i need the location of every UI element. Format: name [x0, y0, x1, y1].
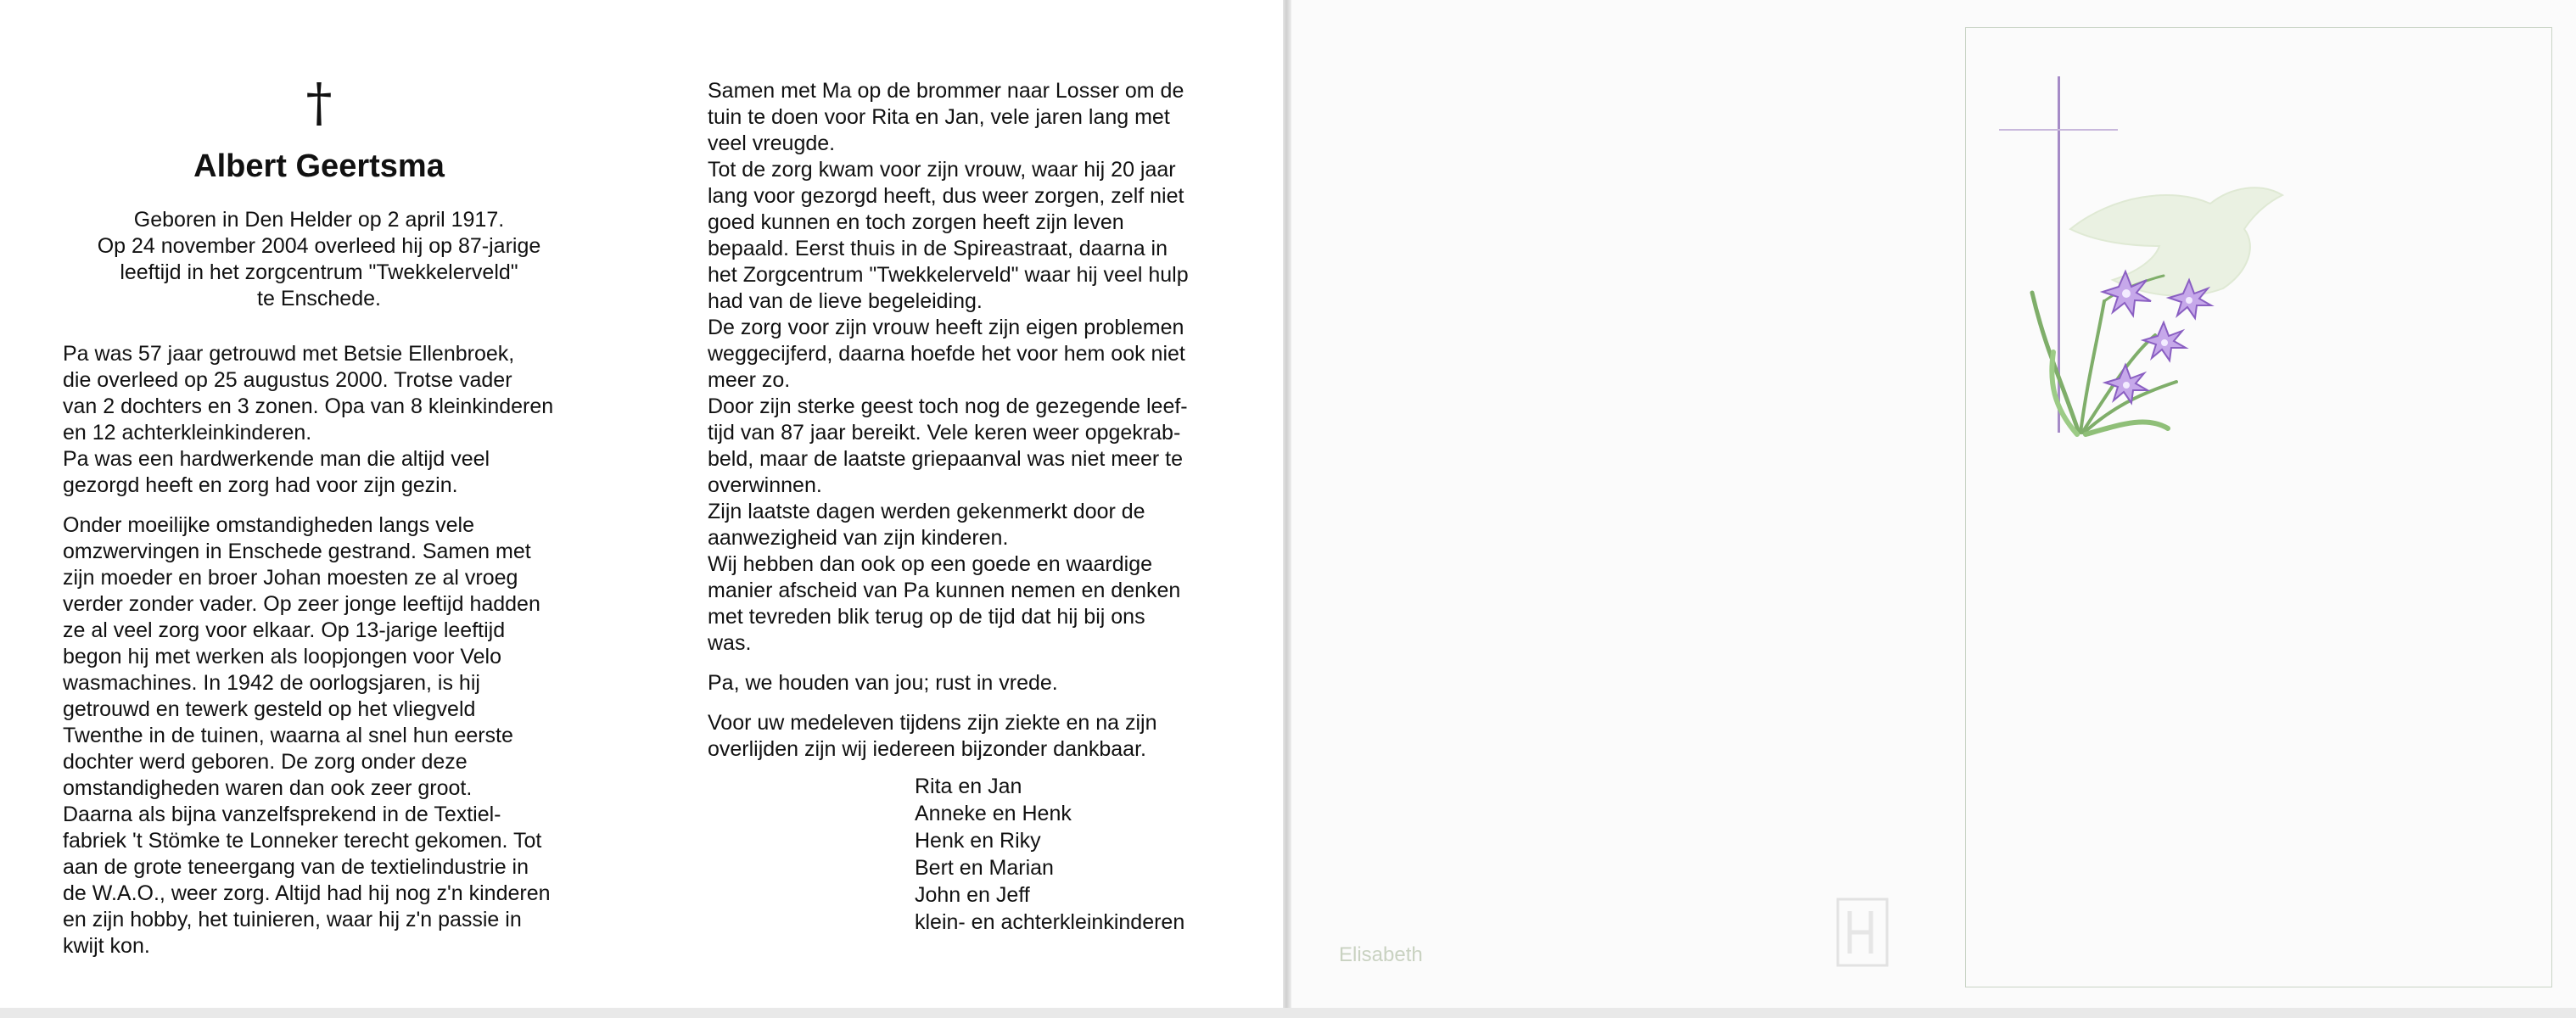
signer-name: Anneke en Henk	[915, 802, 1072, 825]
text-line: lang voor gezorgd heeft, dus weer zorgen, zelf niet	[708, 184, 1184, 208]
text-line: kwijt kon.	[63, 934, 150, 958]
flower-bouquet-icon	[2028, 255, 2223, 441]
text-line: overwinnen.	[708, 473, 822, 497]
scan-bottom-edge	[0, 1008, 2576, 1018]
text-line: aanwezigheid van zijn kinderen.	[708, 526, 1009, 550]
intro-line: Geboren in Den Helder op 2 april 1917.	[133, 208, 505, 232]
text-line: wasmachines. In 1942 de oorlogsjaren, is hij	[63, 671, 480, 695]
intro-line: Op 24 november 2004 overleed hij op 87-jarige	[97, 234, 541, 258]
signer-name: klein- en achterkleinkinderen	[915, 910, 1185, 934]
text-line: de W.A.O., weer zorg. Altijd had hij nog z'n kinderen	[63, 881, 551, 905]
text-line: getrouwd en tewerk gesteld op het vliegveld	[63, 697, 476, 721]
signer-name: Henk en Riky	[915, 829, 1041, 853]
card-fold	[1283, 0, 1291, 1018]
text-line: De zorg voor zijn vrouw heeft zijn eigen problemen	[708, 316, 1184, 339]
text-line: tuin te doen voor Rita en Jan, vele jaren lang met	[708, 105, 1170, 129]
paragraph-thanks	[708, 710, 1222, 763]
text-line: omzwervingen in Enschede gestrand. Samen met	[63, 540, 531, 563]
text-line: manier afscheid van Pa kunnen nemen en denken	[708, 579, 1181, 602]
text-line: had van de lieve begeleiding.	[708, 289, 983, 313]
card-inner-left-page	[0, 0, 1283, 1018]
text-line: het Zorgcentrum "Twekkelerveld" waar hij veel hulp	[708, 263, 1189, 287]
text-line: fabriek 't Stömke te Lonneker terecht gekomen. Tot	[63, 829, 542, 853]
text-line: tijd van 87 jaar bereikt. Vele keren weer opgekrab-	[708, 421, 1181, 445]
cross-horizontal-line	[1999, 129, 2118, 131]
text-line: Daarna als bijna vanzelfsprekend in de Textiel-	[63, 803, 501, 826]
text-line: bepaald. Eerst thuis in de Spireastraat, daarna in	[708, 237, 1168, 260]
paragraph-marriage	[63, 341, 575, 499]
farewell-line: Pa, we houden van jou; rust in vrede.	[708, 671, 1058, 695]
text-line: Pa was een hardwerkende man die altijd veel	[63, 447, 490, 471]
text-line: weggecijferd, daarna hoefde het voor hem ook niet	[708, 342, 1185, 366]
text-line: begon hij met werken als loopjongen voor Velo	[63, 645, 502, 668]
text-line: aan de grote teneergang van de textielindustrie in	[63, 855, 529, 879]
text-line: beld, maar de laatste griepaanval was niet meer te	[708, 447, 1184, 471]
text-line: Tot de zorg kwam voor zijn vrouw, waar hij 20 jaar	[708, 158, 1176, 182]
text-line: met tevreden blik terug op de tijd dat hij bij ons	[708, 605, 1145, 629]
text-line: verder zonder vader. Op zeer jonge leeftijd hadden	[63, 592, 540, 616]
paragraph-life-story	[63, 512, 575, 959]
text-line: dochter werd geboren. De zorg onder deze	[63, 750, 468, 774]
signers-list	[915, 773, 1222, 936]
text-line: Pa was 57 jaar getrouwd met Betsie Ellenbroek,	[63, 342, 515, 366]
text-line: overlijden zijn wij iedereen bijzonder dankbaar.	[708, 737, 1146, 761]
column-left	[63, 73, 575, 959]
text-line: Zijn laatste dagen werden gekenmerkt door de	[708, 500, 1145, 523]
text-line: Onder moeilijke omstandigheden langs vele	[63, 513, 475, 537]
birth-death-block	[63, 207, 575, 312]
text-line: meer zo.	[708, 368, 791, 392]
designer-signature: Elisabeth	[1339, 943, 1423, 966]
intro-line: te Enschede.	[257, 287, 381, 310]
text-line: gezorgd heeft en zorg had voor zijn gezin.	[63, 473, 458, 497]
signer-name: Bert en Marian	[915, 856, 1054, 880]
text-line: omstandigheden waren dan ook zeer groot.	[63, 776, 473, 800]
text-line: was.	[708, 631, 752, 655]
text-line: goed kunnen en toch zorgen heeft zijn leven	[708, 210, 1124, 234]
intro-line: leeftijd in het zorgcentrum "Twekkelerveld"	[120, 260, 518, 284]
cross-icon: †	[305, 71, 333, 133]
text-line: van 2 dochters en 3 zonen. Opa van 8 kleinkinderen	[63, 394, 554, 418]
text-line: Twenthe in de tuinen, waarna al snel hun eerste	[63, 724, 513, 747]
text-line: veel vreugde.	[708, 131, 836, 155]
signer-name: Rita en Jan	[915, 775, 1022, 798]
signer-name: John en Jeff	[915, 883, 1030, 907]
text-line: Samen met Ma op de brommer naar Losser om de	[708, 79, 1184, 103]
text-line: Voor uw medeleven tijdens zijn ziekte en na zijn	[708, 711, 1157, 735]
text-line: die overleed op 25 augustus 2000. Trotse vader	[63, 368, 512, 392]
text-line: en 12 achterkleinkinderen.	[63, 421, 312, 445]
text-line: zijn moeder en broer Johan moesten ze al vroeg	[63, 566, 518, 590]
text-line: en zijn hobby, het tuinieren, waar hij z'n passie in	[63, 908, 522, 931]
printer-logo-icon	[1833, 894, 1892, 970]
column-right	[708, 78, 1222, 936]
text-line: ze al veel zorg voor elkaar. Op 13-jarige leeftijd	[63, 618, 506, 642]
text-line: Door zijn sterke geest toch nog de gezegende leef-	[708, 394, 1188, 418]
paragraph-memories	[708, 78, 1222, 657]
deceased-name: Albert Geertsma	[193, 148, 445, 184]
card-front-frame	[1965, 27, 2552, 987]
text-line: Wij hebben dan ook op een goede en waardige	[708, 552, 1153, 576]
